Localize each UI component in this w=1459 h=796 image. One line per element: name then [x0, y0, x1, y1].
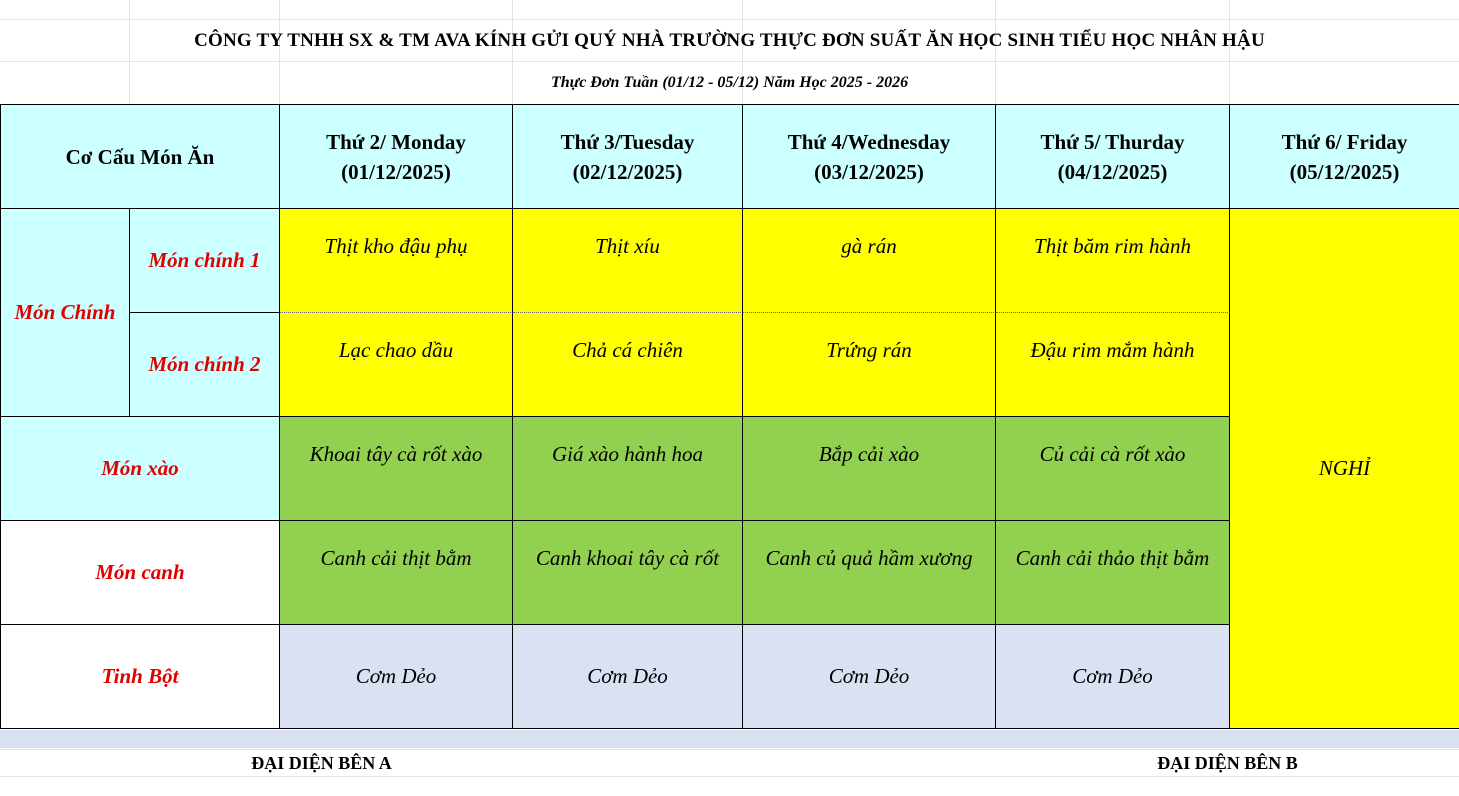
header-day-thursday: [996, 104, 1230, 209]
day-name: Thứ 3/Tuesday: [560, 129, 695, 154]
dish-cell: Đậu rim mắm hành: [996, 313, 1230, 417]
category-main-2: [130, 313, 280, 417]
category-soup: [0, 521, 280, 625]
category-starch: [0, 625, 280, 729]
dish-cell: gà rán: [743, 209, 996, 313]
day-date: (04/12/2025): [1057, 159, 1168, 184]
friday-off-label: NGHỈ: [1318, 456, 1371, 480]
day-date: (03/12/2025): [814, 159, 924, 184]
day-name: Thứ 4/Wednesday: [787, 129, 951, 154]
category-main-group: [0, 209, 130, 417]
document-title: CÔNG TY TNHH SX & TM AVA KÍNH GỬI QUÝ NHÀ TRƯỜNG THỰC ĐƠN SUẤT ĂN HỌC SINH TIỂU HỌC NHÂN HẬU: [194, 30, 1265, 51]
dish-cell: Giá xào hành hoa: [513, 417, 743, 521]
day-date: (01/12/2025): [341, 159, 451, 184]
dish-cell: Lạc chao dầu: [280, 313, 513, 417]
dish-cell: Thịt kho đậu phụ: [280, 209, 513, 313]
header-day-wednesday: [743, 104, 996, 209]
dish-cell: Trứng rán: [743, 313, 996, 417]
header-structure: [0, 104, 280, 209]
friday-off-cell: [1230, 209, 1459, 729]
category-label: Món chính 2: [148, 352, 261, 376]
day-name: Thứ 6/ Friday: [1281, 129, 1408, 154]
document-subtitle: Thực Đơn Tuần (01/12 - 05/12) Năm Học 2025 - 2026: [550, 74, 909, 91]
dish-cell: Khoai tây cà rốt xào: [280, 417, 513, 521]
category-label: Món xào: [101, 456, 179, 480]
day-name: Thứ 5/ Thurday: [1040, 129, 1185, 154]
category-stirfry: [0, 417, 280, 521]
dish-cell: Chả cá chiên: [513, 313, 743, 417]
signature-party-a: ĐẠI DIỆN BÊN A: [251, 752, 392, 773]
dish-cell: Bắp cải xào: [743, 417, 996, 521]
category-label: Món chính 1: [148, 248, 261, 272]
menu-table: [0, 104, 1459, 729]
dish-cell: Củ cải cà rốt xào: [996, 417, 1230, 521]
day-date: (05/12/2025): [1289, 159, 1400, 184]
day-name: Thứ 2/ Monday: [326, 129, 466, 154]
header-day-tuesday: [513, 104, 743, 209]
dish-cell: Cơm Dẻo: [513, 625, 743, 729]
dish-cell: Thịt xíu: [513, 209, 743, 313]
category-label: Món Chính: [14, 300, 116, 324]
footer-band: [0, 730, 1459, 748]
category-label: Món canh: [95, 560, 185, 584]
dish-cell: Canh củ quả hầm xương: [743, 521, 996, 625]
category-label: Tinh Bột: [101, 664, 179, 688]
dish-cell: Canh cải thảo thịt bằm: [996, 521, 1230, 625]
header-structure-label: Cơ Cấu Món Ăn: [65, 144, 215, 169]
dish-cell: Thịt băm rim hành: [996, 209, 1230, 313]
header-day-monday: [280, 104, 513, 209]
dish-cell: Cơm Dẻo: [743, 625, 996, 729]
signature-party-b: ĐẠI DIỆN BÊN B: [1157, 752, 1298, 773]
header-day-friday: [1230, 104, 1459, 209]
dish-cell: Canh khoai tây cà rốt: [513, 521, 743, 625]
dish-cell: Cơm Dẻo: [280, 625, 513, 729]
day-date: (02/12/2025): [572, 159, 683, 184]
category-main-1: [130, 209, 280, 313]
dish-cell: Cơm Dẻo: [996, 625, 1230, 729]
dish-cell: Canh cải thịt bằm: [280, 521, 513, 625]
